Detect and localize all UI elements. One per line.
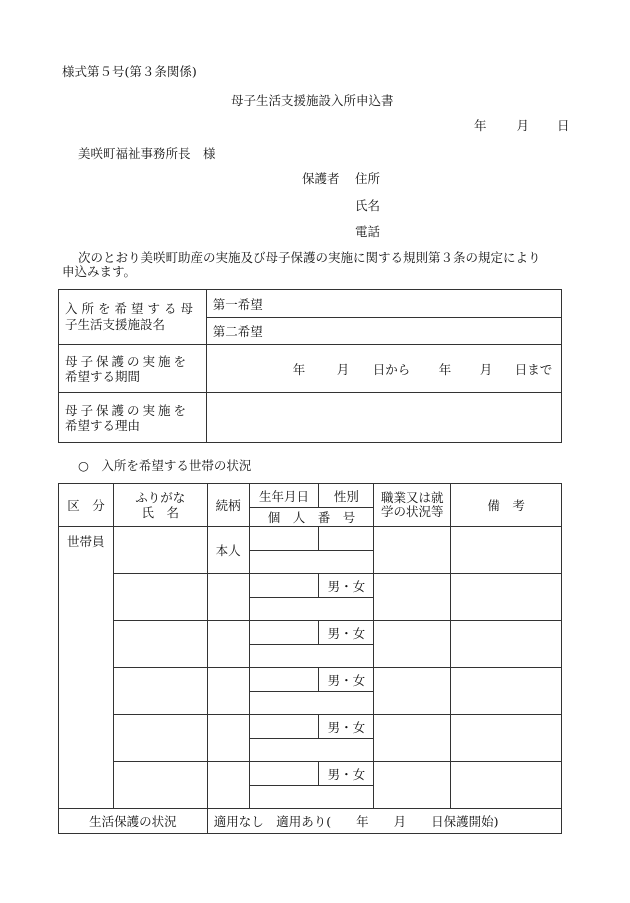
first-choice-cell[interactable] [206,290,561,318]
member-remarks-cell[interactable] [451,621,562,668]
household-table [58,483,562,834]
job-header-line-2: 学の状況等 [380,504,444,519]
member-personal-number-cell[interactable] [249,739,374,762]
name-header [113,484,207,527]
member-birth-cell[interactable] [249,668,319,692]
date-line [474,116,570,134]
application-table [58,289,562,443]
reason-label-cell [59,393,207,443]
birth-header: 生年月日 [249,484,319,508]
job-header [374,484,451,527]
member-name-cell[interactable] [113,621,207,668]
kubun-header: 区 分 [59,484,114,527]
member-remarks-cell[interactable] [451,527,562,574]
reason-label-line-1: 母子保護の実施を [65,402,190,418]
reason-value-cell[interactable] [206,393,561,443]
personal-number-header: 個 人 番 号 [249,508,374,527]
date-day: 日 [557,118,570,133]
member-label: 世帯員 [67,534,105,549]
member-personal-number-cell[interactable] [249,692,374,715]
facility-label-cell [59,290,207,345]
facility-label-line-2: 子生活支援施設名 [65,317,166,332]
facility-label-line-1: 入所を希望する母 [65,301,198,316]
member-personal-number-cell[interactable] [249,645,374,668]
member-personal-number-cell[interactable] [249,551,374,574]
date-month: 月 [516,118,530,133]
member-label-cell [59,527,114,809]
member-sex-cell[interactable] [319,527,374,551]
member-name-cell[interactable] [113,715,207,762]
period-day-from: 日から [372,362,411,377]
period-year-to: 年 [438,362,452,377]
member-job-cell[interactable] [374,715,451,762]
welfare-value: 適用なし 適用あり( 年 月 日保護開始) [213,814,499,829]
kanji-name-header: 氏 名 [141,505,180,520]
member-relation-cell[interactable] [207,762,249,809]
period-value-cell[interactable] [206,345,561,393]
second-choice-cell[interactable] [206,318,561,345]
form-label: 様式第５号(第３条関係) [62,64,197,79]
second-choice-label: 第二希望 [212,324,263,339]
member-relation-cell: 本人 [207,527,249,574]
job-header-line-1: 職業又は就 [380,490,444,505]
name-label: 氏名 [355,198,381,213]
reason-label-line-2: 希望する理由 [65,417,141,433]
member-remarks-cell[interactable] [451,574,562,621]
period-label-line-1: 母子保護の実施を [65,353,190,369]
welfare-label-cell: 生活保護の状況 [59,809,208,834]
intro-line-2: 申込みます。 [62,264,137,279]
member-name-cell[interactable] [113,574,207,621]
sex-header: 性別 [319,484,374,508]
member-sex-cell[interactable]: 男・女 [319,574,374,598]
member-birth-cell[interactable] [249,762,319,786]
member-remarks-cell[interactable] [451,762,562,809]
member-job-cell[interactable] [374,668,451,715]
member-sex-cell[interactable]: 男・女 [319,668,374,692]
member-birth-cell[interactable] [249,574,319,598]
member-sex-cell[interactable]: 男・女 [319,715,374,739]
period-month-from: 月 [336,362,350,377]
member-name-cell[interactable] [113,527,207,574]
member-relation-cell[interactable] [207,715,249,762]
member-relation-cell[interactable] [207,668,249,715]
remarks-header: 備 考 [451,484,562,527]
member-birth-cell[interactable] [249,621,319,645]
member-name-cell[interactable] [113,762,207,809]
section2-title: ○ 入所を希望する世帯の状況 [78,458,252,473]
member-remarks-cell[interactable] [451,668,562,715]
phone-label: 電話 [355,224,381,239]
first-choice-label: 第一希望 [212,296,263,312]
welfare-value-cell[interactable] [207,809,561,834]
member-job-cell[interactable] [374,527,451,574]
document-title: 母子生活支援施設入所申込書 [231,93,394,108]
member-job-cell[interactable] [374,574,451,621]
period-label-line-2: 希望する期間 [65,368,141,384]
member-job-cell[interactable] [374,762,451,809]
address-label: 住所 [355,171,381,186]
member-remarks-cell[interactable] [451,715,562,762]
period-label-cell [59,345,207,393]
furigana-header: ふりがな [135,490,186,505]
guardian-label: 保護者 [302,171,340,186]
period-month-to: 月 [479,362,493,377]
member-birth-cell[interactable] [249,527,319,551]
member-sex-cell[interactable]: 男・女 [319,621,374,645]
intro-line-1: 次のとおり美咲町助産の実施及び母子保護の実施に関する規則第３条の規定により [78,250,541,265]
member-name-cell[interactable] [113,668,207,715]
date-year: 年 [474,118,487,133]
member-personal-number-cell[interactable] [249,598,374,621]
member-job-cell[interactable] [374,621,451,668]
member-personal-number-cell[interactable] [249,786,374,809]
member-birth-cell[interactable] [249,715,319,739]
member-sex-cell[interactable]: 男・女 [319,762,374,786]
relation-header: 続柄 [207,484,249,527]
period-day-to: 日まで [514,362,553,377]
member-relation-cell[interactable] [207,621,249,668]
period-year-from: 年 [292,362,306,377]
addressee: 美咲町福祉事務所長 様 [78,146,216,161]
member-relation-cell[interactable] [207,574,249,621]
